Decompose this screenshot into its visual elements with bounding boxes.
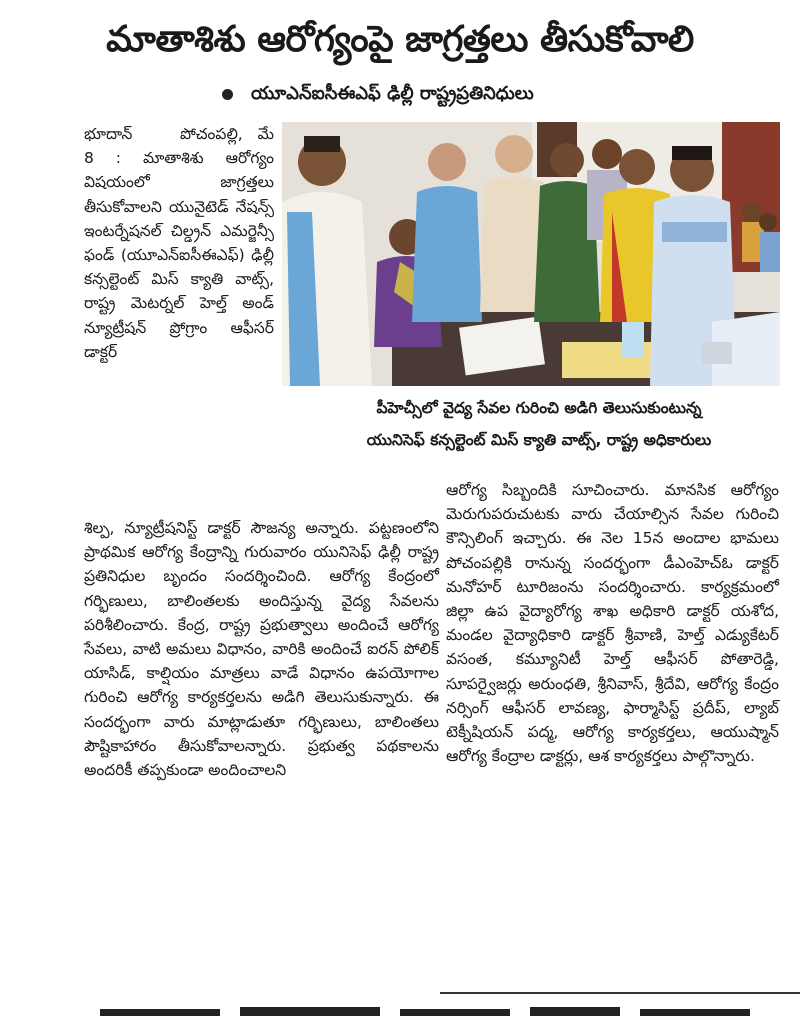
article-headline: మాతాశిశు ఆరోగ్యంపై జాగ్రత్తలు తీసుకోవాలి bbox=[106, 19, 694, 60]
section-divider bbox=[440, 992, 800, 994]
article-body-left-top: పోచంపల్లి, మే 8 : మాతాశిశు ఆరోగ్యం విషయంలో జాగ్రత్తలు తీసుకోవాలని యునైటెడ్ నేషన్స్ ఇంటర్నేషనల్ చిల్డ్రన్ ఎమర్జెన్సీ ఫండ్ (యూఎన్ఐసీఈఎఫ్) ఢిల్లీ కన్సల్టెంట్ మిస్ క్యాతి వాట్స్, రాష్ట్ర మెటర్నల్ హెల్త్ అండ్ న్యూట్రీషన్ ప్రోగ్రాం ఆఫీసర్ డాక్టర్ bbox=[84, 125, 274, 361]
article-body-left-bottom: శిల్ప, న్యూట్రీషనిస్ట్ డాక్టర్ సౌజన్య అన్నారు. పట్టణంలోని ప్రాథమిక ఆరోగ్య కేంద్రాన్ని గురువారం యునిసెఫ్ ఢిల్లీ రాష్ట్ర ప్రతినిధుల బృందం సందర్శించింది. ఆరోగ్య కేంద్రంలో గర్భిణులు, బాలింతలకు అందిస్తున్న వైద్య సేవలను పరిశీలించారు. కేంద్ర, రాష్ట్ర ప్రభుత్వాలు అందించే ఆరోగ్య సేవలు, వాటి అమలు విధానం, వారికి అందించే ఐరన్ పోలిక్ యాసిడ్, కాల్షియం మాత్రలు వాడే విధానం ఉపయోగాల గురించి ఆరోగ్య కార్యకర్తలను అడిగి తెలుసుకున్నారు. ఈ సందర్భంగా వారు మాట్లాడుతూ గర్భిణులు, బాలింతలు పౌష్టికాహారం తీసుకోవాలన్నారు. ప్రభుత్వ పథకాలను అందరికీ తప్పకుండా అందించాలని bbox=[84, 519, 439, 780]
dateline-place: భూదాన్ bbox=[84, 125, 133, 143]
subheadline-text: యూఎన్ఐసీఈఎఫ్ ఢిల్లీ రాష్ట్రప్రతినిధులు bbox=[251, 83, 534, 104]
caption-line-2: యునిసెఫ్ కన్సల్టెంట్ మిస్ క్యాతి వాట్స్, రాష్ట్ర అధికారులు bbox=[366, 431, 712, 449]
article-column-right bbox=[446, 478, 779, 978]
article-photo bbox=[282, 122, 780, 386]
bullet-icon bbox=[222, 89, 233, 100]
article-column-left-top bbox=[84, 122, 274, 516]
article-column-left-bottom bbox=[84, 516, 439, 974]
cut-off-headline-graphic bbox=[0, 1003, 800, 1016]
photo-caption bbox=[298, 392, 780, 456]
article-subheadline bbox=[222, 78, 782, 110]
next-article-cutoff bbox=[0, 1002, 800, 1016]
caption-line-1: పీహెచ్సీలో వైద్య సేవల గురించి అడిగి తెలుసుకుంటున్న bbox=[376, 399, 702, 417]
health-center-visit-illustration bbox=[282, 122, 780, 386]
article-body-right: ఆరోగ్య సిబ్బందికి సూచించారు. మానసిక ఆరోగ్యం మెరుగుపరుచుటకు వారు చేయాల్సిన సేవల గురించి కౌన్సిలింగ్ ఇచ్చారు. ఈ నెల 15న అందాల భామలు పోచంపల్లికి రానున్న సందర్భంగా డీఎంహెచ్ఓ డాక్టర్ మనోహర్ టూరిజంను సందర్శించారు. కార్యక్రమంలో జిల్లా ఉప వైద్యారోగ్య శాఖ అధికారి డాక్టర్ యశోద, మండల వైద్యాధికారి డాక్టర్ శ్రీవాణి, హెల్త్ ఎడ్యుకేటర్ వసంత, కమ్యూనిటీ హెల్త్ ఆఫీసర్ పోతారెడ్డి, సూపర్వైజర్లు అరుంధతి, శ్రీనివాస్, శ్రీదేవి, ఆరోగ్య కేంద్రం నర్సింగ్ ఆఫీసర్ లావణ్య, ఫార్మాసిస్ట్ ప్రదీప్, ల్యాబ్ టెక్నీషియన్ పద్మ, ఆరోగ్య కార్యకర్తలు, ఆయుష్మాన్ ఆరోగ్య కేంద్రాల డాక్టర్లు, ఆశ కార్యకర్తలు పాల్గొన్నారు. bbox=[446, 481, 779, 766]
